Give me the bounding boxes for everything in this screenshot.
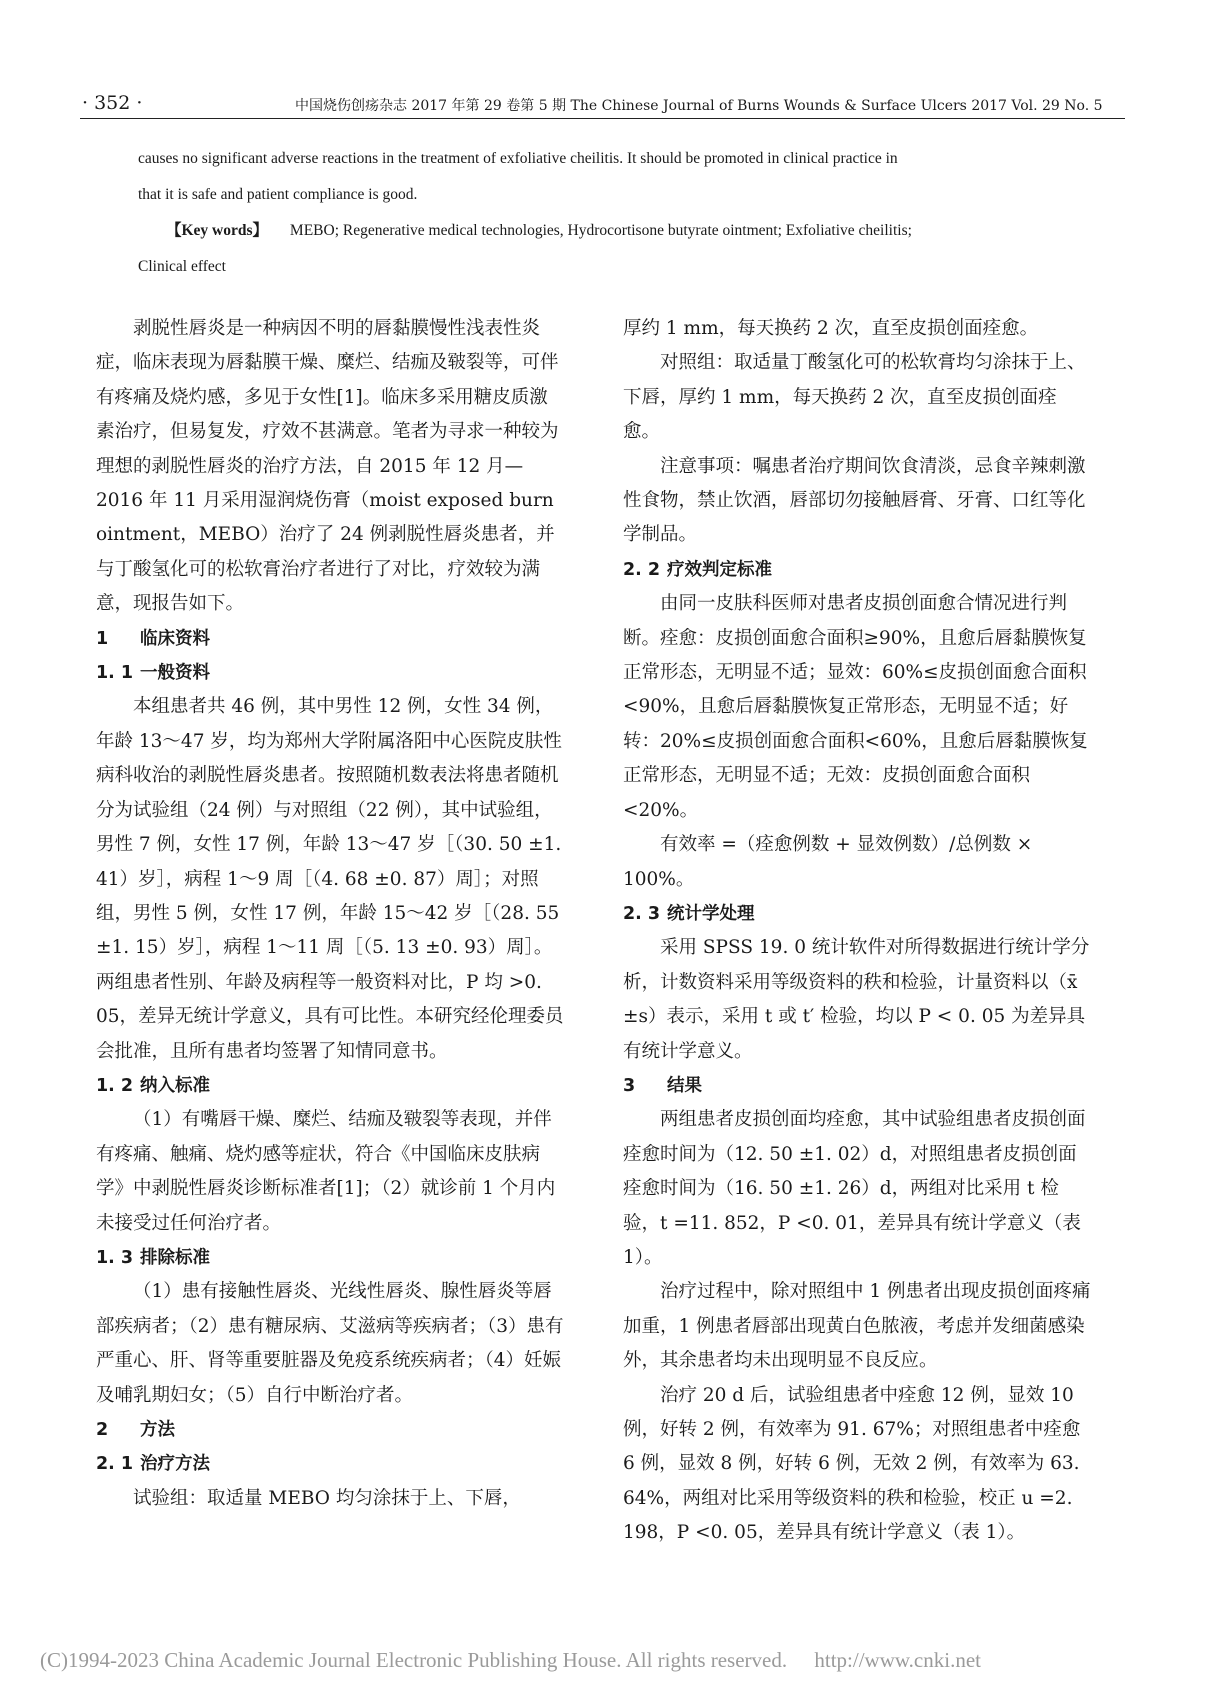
keywords-line-2: Clinical effect	[138, 258, 226, 275]
section-title: 一般资料	[140, 663, 210, 684]
section-number: 1. 1	[96, 663, 134, 684]
results-paragraph-2: 治疗过程中，除对照组中 1 例患者出现皮损创面疼痛加重，1 例患者唇部出现黄白色脓液，考虑并发细菌感染外，其余患者均未出现明显不良反应。	[623, 1281, 1091, 1372]
keywords-label: 【Key words】	[166, 222, 269, 239]
copyright-footer	[40, 1648, 981, 1673]
section-number: 1. 3	[96, 1247, 134, 1268]
section-number: 2. 2	[623, 559, 661, 580]
general-data-paragraph: 本组患者共 46 例，其中男性 12 例，女性 34 例，年龄 13～47 岁，均为郑州大学附属洛阳中心医院皮肤性病科收治的剥脱性唇炎患者。按照随机数表法将患者随机分为试验组（24 例）与对照组（22 例），其中试验组，男性 7 例，女性 17 例，年龄 13～47 岁［（30. 50 ±1. 41）岁］，病程 1～9 周［（4. 68 ±0. 87）周］；对照组，男性 5 例，女性 17 例，年龄 15～42 岁［（28. 55 ±1. 15）岁］，病程 1～11 周［（5. 13 ±0. 93）周］。两组患者性别、年龄及病程等一般资料对比，P 均 >0. 05，差异无统计学意义，具有可比性。本研究经伦理委员会批准，且所有患者均签署了知情同意书。	[96, 696, 564, 1062]
abstract-line-2: that it is safe and patient compliance is good.	[138, 186, 418, 203]
page-number: · 352 ·	[82, 92, 143, 114]
section-title: 结果	[667, 1075, 702, 1096]
criteria-paragraph: 由同一皮肤科医师对患者皮损创面愈合情况进行判断。痊愈：皮损创面愈合面积≥90%，且愈后唇黏膜恢复正常形态，无明显不适；显效：60%≤皮损创面愈合面积<90%，且愈后唇黏膜恢复正常形态，无明显不适；好转：20%≤皮损创面愈合面积<60%，且愈后唇黏膜恢复正常形态，无明显不适；无效：皮损创面愈合面积<20%。	[623, 593, 1088, 821]
subsection-heading-1-3	[96, 1241, 566, 1275]
section-heading-1	[96, 622, 566, 656]
section-title: 疗效判定标准	[667, 559, 772, 580]
notes-paragraph: 注意事项：嘱患者治疗期间饮食清淡，忌食辛辣刺激性食物，禁止饮酒，唇部切勿接触唇膏、牙膏、口红等化学制品。	[623, 455, 1086, 546]
section-number: 2. 1	[96, 1454, 134, 1475]
body-column-right	[623, 312, 1093, 1551]
section-number: 2	[96, 1420, 109, 1440]
section-heading-3	[623, 1069, 1093, 1103]
section-title: 临床资料	[140, 628, 210, 649]
intro-paragraph: 剥脱性唇炎是一种病因不明的唇黏膜慢性浅表性炎症，临床表现为唇黏膜干燥、糜烂、结痂及皲裂等，可伴有疼痛及烧灼感，多见于女性[1]。临床多采用糖皮质激素治疗，但易复发，疗效不甚满意。笔者为寻求一种较为理想的剥脱性唇炎的治疗方法，自 2015 年 12 月—2016 年 11 月采用湿润烧伤膏（moist exposed burn ointment，MEBO）治疗了 24 例剥脱性唇炎患者，并与丁酸氢化可的松软膏治疗者进行了对比，疗效较为满意，现报告如下。	[96, 318, 559, 615]
subsection-heading-1-2	[96, 1069, 566, 1103]
section-number: 3	[623, 1075, 636, 1096]
exclusion-paragraph: （1）患有接触性唇炎、光线性唇炎、腺性唇炎等唇部疾病者；（2）患有糖尿病、艾滋病等疾病者；（3）患有严重心、肝、肾等重要脏器及免疫系统疾病者；（4）妊娠及哺乳期妇女；（5）自行中断治疗者。	[96, 1281, 564, 1406]
results-paragraph-1: 两组患者皮损创面均痊愈，其中试验组患者皮损创面痊愈时间为（12. 50 ±1. 02）d，对照组患者皮损创面痊愈时间为（16. 50 ±1. 26）d，两组对比采用 t 检验，t =11. 852，P <0. 01，差异具有统计学意义（表 1）。	[623, 1109, 1086, 1268]
copyright-text: (C)1994-2023 China Academic Journal Electronic Publishing House. All rights reserved.	[40, 1648, 788, 1672]
results-paragraph-3: 治疗 20 d 后，试验组患者中痊愈 12 例，显效 10 例，好转 2 例，有效率为 91. 67%；对照组患者中痊愈 6 例，显效 8 例，好转 6 例，无效 2 例，有效率为 63. 64%，两组对比采用等级资料的秩和检验，校正 u =2. 198，P <0. 05，差异具有统计学意义（表 1）。	[623, 1384, 1081, 1544]
subsection-heading-1-1	[96, 656, 566, 690]
trial-group-paragraph: 试验组：取适量 MEBO 均匀涂抹于上、下唇，	[133, 1487, 521, 1509]
header-rule	[80, 118, 1125, 119]
section-title: 纳入标准	[140, 1075, 210, 1096]
body-column-left	[96, 312, 566, 1516]
section-title: 方法	[140, 1420, 175, 1440]
inclusion-paragraph: （1）有嘴唇干燥、糜烂、结痂及皲裂等表现，并伴有疼痛、触痛、烧灼感等症状，符合《中国临床皮肤病学》中剥脱性唇炎诊断标准者[1]；（2）就诊前 1 个月内未接受过任何治疗者。	[96, 1109, 556, 1234]
subsection-heading-2-1	[96, 1447, 566, 1481]
statistics-paragraph: 采用 SPSS 19. 0 统计软件对所得数据进行统计学分析，计数资料采用等级资料的秩和检验，计量资料以（x̄ ±s）表示，采用 t 或 t′ 检验，均以 P < 0. 05 为差异具有统计学意义。	[623, 937, 1090, 1062]
section-heading-2	[96, 1413, 566, 1447]
keywords-line-1	[166, 214, 912, 248]
journal-header: 中国烧伤创疡杂志 2017 年第 29 卷第 5 期 The Chinese Journal of Burns Wounds & Surface Ulcers 2017 Vol. 29 No. 5	[295, 98, 1103, 114]
abstract-line-1: causes no significant adverse reactions in the treatment of exfoliative cheilitis. It should be promoted in clinical practice in	[138, 150, 898, 167]
subsection-heading-2-3	[623, 897, 1093, 931]
trial-group-continued: 厚约 1 mm，每天换药 2 次，直至皮损创面痊愈。	[623, 318, 1039, 339]
section-number: 1. 2	[96, 1075, 134, 1096]
efficacy-formula: 有效率 =（痊愈例数 + 显效例数）/总例数 × 100%。	[623, 834, 1033, 890]
section-title: 排除标准	[140, 1247, 210, 1268]
section-number: 1	[96, 628, 109, 649]
section-number: 2. 3	[623, 903, 661, 924]
section-title: 治疗方法	[140, 1454, 210, 1475]
subsection-heading-2-2	[623, 553, 1093, 587]
section-title: 统计学处理	[667, 903, 755, 924]
control-group-paragraph: 对照组：取适量丁酸氢化可的松软膏均匀涂抹于上、下唇，厚约 1 mm，每天换药 2 次，直至皮损创面痊愈。	[623, 352, 1086, 443]
cnki-link[interactable]: http://www.cnki.net	[814, 1648, 981, 1672]
keywords-text: MEBO; Regenerative medical technologies, Hydrocortisone butyrate ointment; Exfoliative cheilitis;	[289, 222, 912, 239]
